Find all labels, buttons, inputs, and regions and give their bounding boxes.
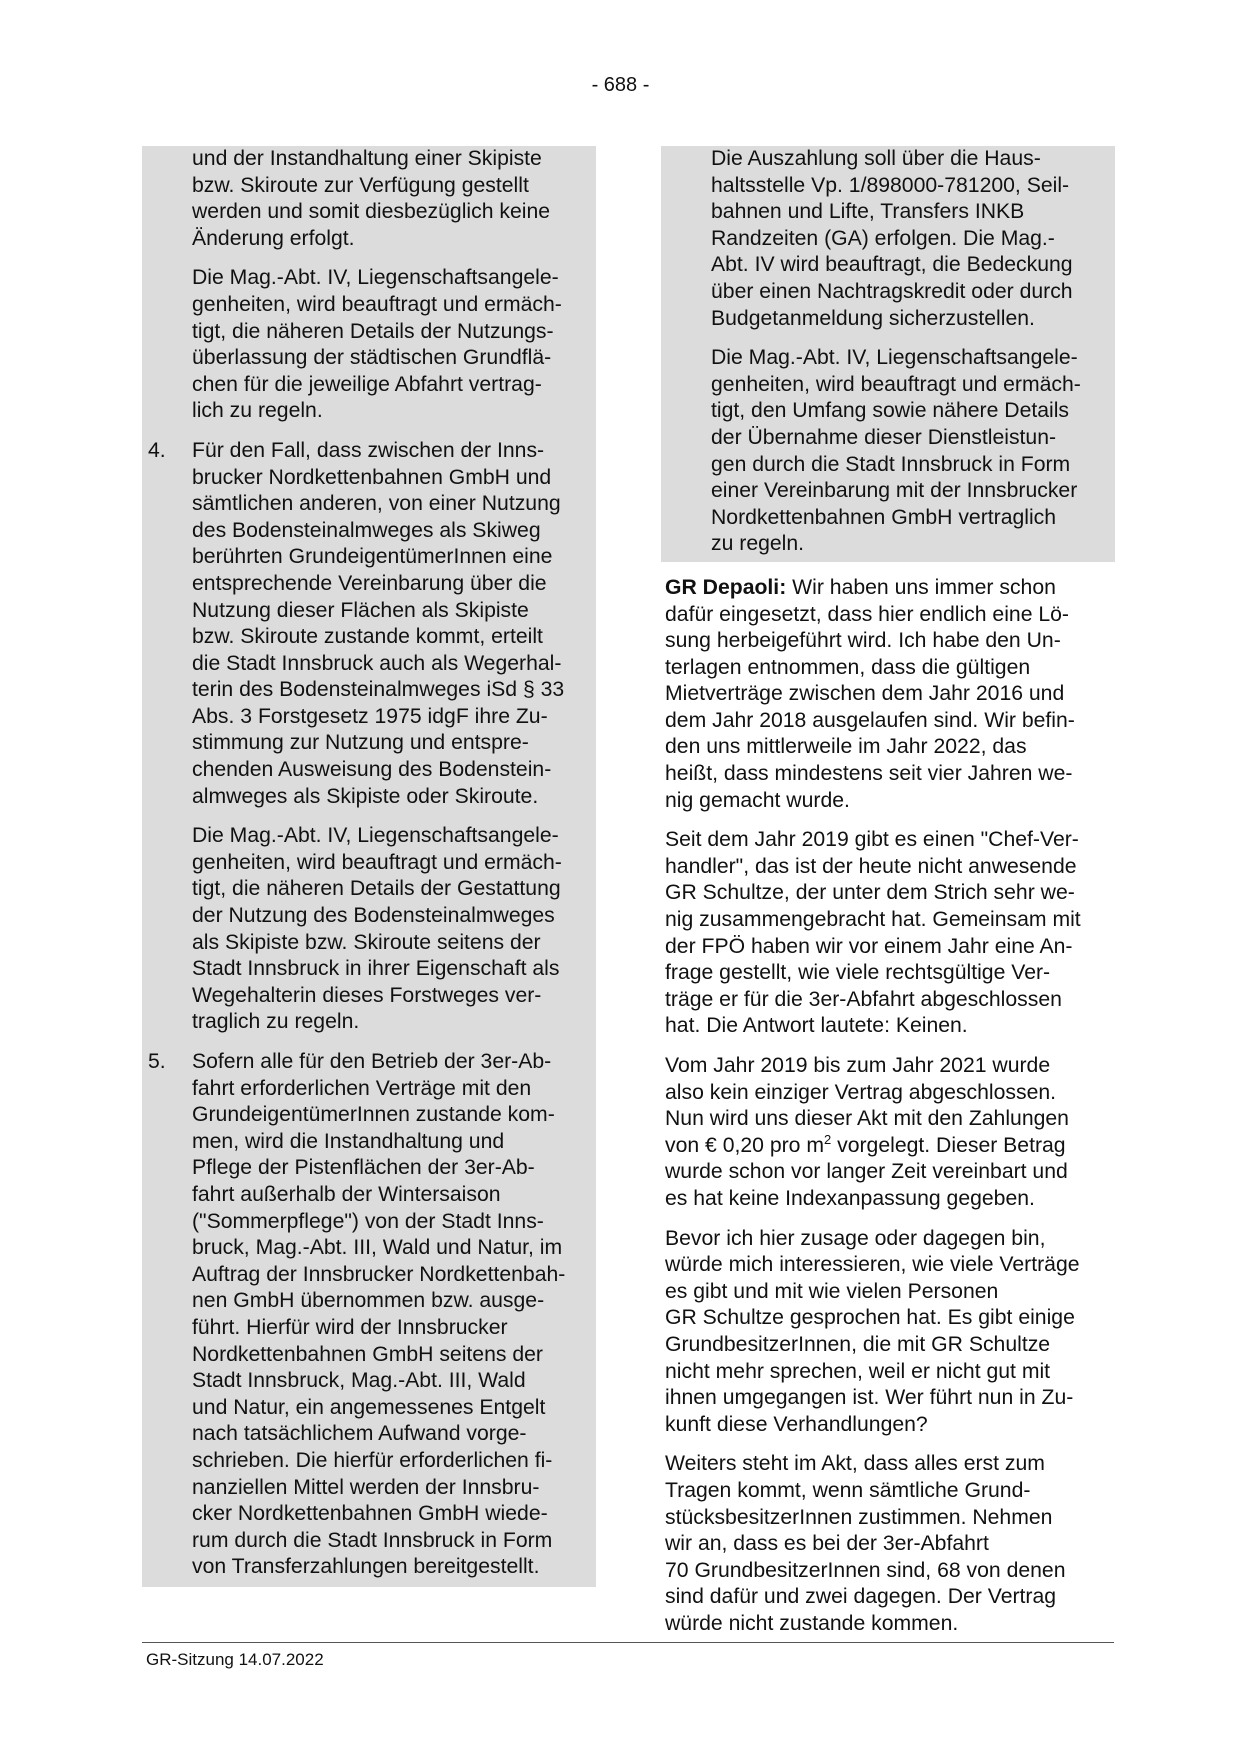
text-line: und Natur, ein angemessenes Entgelt [192,1395,546,1419]
text-line: Stadt Innsbruck, Mag.-Abt. III, Wald [192,1369,526,1393]
text-line: wir an, dass es bei der 3er-Abfahrt [665,1532,989,1556]
text-line: sind dafür und zwei dagegen. Der Vertrag [665,1585,1057,1609]
text-line: genheiten, wird beauftragt und ermäch- [192,292,562,316]
speech-gr-depaoli [661,575,1115,1638]
text-line: entsprechende Vereinbarung über die [192,571,547,595]
left-column [142,146,596,1587]
item-number: 4. [148,438,166,462]
right-column [661,146,1115,1637]
text-line: Die Mag.-Abt. IV, Liegenschaftsangele- [192,824,559,848]
text-line: Abt. IV wird beauftragt, die Bedeckung [711,253,1073,277]
text-line: über einen Nachtragskredit oder durch [711,279,1073,303]
text-line: würde nicht zustande kommen. [665,1611,959,1635]
text-line: Änderung erfolgt. [192,226,355,250]
text-line: Nordkettenbahnen GmbH vertraglich [711,505,1057,529]
text-line: almweges als Skipiste oder Skiroute. [192,784,539,808]
text-line: tigt, den Umfang sowie nähere Details [711,399,1070,423]
text-line: GR Schultze, der unter dem Strich sehr we- [665,881,1075,905]
text-line: bruck, Mag.-Abt. III, Wald und Natur, im [192,1236,563,1260]
text-line: Sofern alle für den Betrieb der 3er-Ab- [192,1050,552,1073]
text-line: wurde schon vor langer Zeit vereinbart und [665,1160,1068,1184]
text-line: Nutzung dieser Flächen als Skipiste [192,598,529,622]
text-line: einer Vereinbarung mit der Innsbrucker [711,479,1078,503]
text-line: nicht mehr sprechen, weil er nicht gut mit [665,1359,1051,1383]
motion-continuation [661,146,1115,332]
text-line: haltsstelle Vp. 1/898000-781200, Seil- [711,173,1070,197]
text-line: bzw. Skiroute zustande kommt, erteilt [192,625,543,649]
text-line: gen durch die Stadt Innsbruck in Form [711,452,1071,476]
text-line: Randzeiten (GA) erfolgen. Die Mag.- [711,226,1055,250]
text-line: Die Mag.-Abt. IV, Liegenschaftsangele- [192,266,559,290]
text-line: lich zu regeln. [192,399,323,423]
text-line: handler", das ist der heute nicht anwesende [665,854,1077,878]
motion-paragraph [142,265,596,425]
text-line: von Transferzahlungen bereitgestellt. [192,1555,540,1579]
text-line: GR Depaoli: Wir haben uns immer schon [665,575,1056,599]
motion-paragraph [661,345,1115,562]
text-line: Nordkettenbahnen GmbH seitens der [192,1342,543,1366]
text-line: nig zusammengebracht hat. Gemeinsam mit [665,908,1081,932]
text-line: die Stadt Innsbruck auch als Wegerhal- [192,651,562,675]
text-line: terin des Bodensteinalmweges iSd § 33 [192,678,565,702]
text-line: GrundbesitzerInnen, die mit GR Schultze [665,1332,1051,1356]
text-line: sung herbeigeführt wird. Ich habe den Un- [665,629,1061,653]
text-line: also kein einziger Vertrag abgeschlossen. [665,1080,1057,1104]
text-line: kunft diese Verhandlungen? [665,1412,928,1436]
text-line: tigt, die näheren Details der Gestattung [192,877,561,901]
text-line: fahrt außerhalb der Wintersaison [192,1182,501,1206]
text-line: men, wird die Instandhaltung und [192,1129,505,1153]
text-line: rum durch die Stadt Innsbruck in Form [192,1528,553,1552]
text-line: GrundeigentümerInnen zustande kom- [192,1103,555,1127]
text-line: Vom Jahr 2019 bis zum Jahr 2021 wurde [665,1054,1051,1077]
text-line: überlassung der städtischen Grundflä- [192,346,552,370]
text-line: des Bodensteinalmweges als Skiweg [192,518,541,542]
text-line: den uns mittlerweile im Jahr 2022, das [665,735,1027,759]
text-line: Die Mag.-Abt. IV, Liegenschaftsangele- [711,346,1078,370]
text-line: chenden Ausweisung des Bodenstein- [192,758,552,782]
text-line: Auftrag der Innsbrucker Nordkettenbah- [192,1262,566,1286]
text-line: Die Auszahlung soll über die Haus- [711,147,1041,170]
text-line: bzw. Skiroute zur Verfügung gestellt [192,173,529,197]
text-line: Stadt Innsbruck in ihrer Eigenschaft als [192,957,560,981]
text-line: sämtlichen anderen, von einer Nutzung [192,492,561,516]
motion-item-4 [142,438,596,810]
text-line: würde mich interessieren, wie viele Verträge [665,1253,1080,1277]
text-line: stimmung zur Nutzung und entspre- [192,731,529,755]
text-line: frage gestellt, wie viele rechtsgültige Ver- [665,961,1051,985]
motion-continuation [142,146,596,252]
text-line: Mietverträge zwischen dem Jahr 2016 und [665,682,1065,706]
text-line: Wegehalterin dieses Forstweges ver- [192,983,542,1007]
item-number: 5. [148,1050,166,1073]
text-line: schrieben. Die hierfür erforderlichen fi- [192,1448,553,1472]
text-line: und der Instandhaltung einer Skipiste [192,147,542,170]
text-line: stücksbesitzerInnen zustimmen. Nehmen [665,1505,1053,1529]
text-line: Budgetanmeldung sicherzustellen. [711,306,1035,330]
text-line: träge er für die 3er-Abfahrt abgeschlossen [665,987,1062,1011]
text-line: cker Nordkettenbahnen GmbH wiede- [192,1502,548,1526]
text-line: der Nutzung des Bodensteinalmweges [192,904,555,928]
text-line: Bevor ich hier zusage oder dagegen bin, [665,1226,1046,1250]
text-line: terlagen entnommen, dass die gültigen [665,655,1031,679]
motion-paragraph [142,823,596,1036]
text-line: werden und somit diesbezüglich keine [192,200,551,224]
text-line: Nun wird uns dieser Akt mit den Zahlungen [665,1107,1069,1131]
text-line: genheiten, wird beauftragt und ermäch- [711,372,1081,396]
text-line: GR Schultze gesprochen hat. Es gibt einige [665,1306,1075,1330]
motion-item-5 [142,1049,596,1587]
text-line: Abs. 3 Forstgesetz 1975 idgF ihre Zu- [192,704,548,728]
text-line: zu regeln. [711,532,805,556]
text-line: nig gemacht wurde. [665,788,850,812]
text-line: Seit dem Jahr 2019 gibt es einen "Chef-Ver- [665,828,1079,852]
text-line: 70 GrundbesitzerInnen sind, 68 von denen [665,1558,1066,1582]
text-line: bahnen und Lifte, Transfers INKB [711,200,1025,224]
text-line: führt. Hierfür wird der Innsbrucker [192,1315,508,1339]
text-line: es hat keine Indexanpassung gegeben. [665,1186,1035,1210]
text-line: tigt, die näheren Details der Nutzungs- [192,319,554,343]
text-line: traglich zu regeln. [192,1010,360,1034]
footer-divider [142,1642,1114,1643]
text-line: genheiten, wird beauftragt und ermäch- [192,850,562,874]
text-line: fahrt erforderlichen Verträge mit den [192,1076,532,1100]
text-line: Tragen kommt, wenn sämtliche Grund- [665,1478,1031,1502]
text-line: dafür eingesetzt, dass hier endlich eine Lö- [665,602,1069,626]
text-line: von € 0,20 pro $m^2$ vorgelegt. Dieser Betrag [665,1131,1066,1157]
text-line: Pflege der Pistenflächen der 3er-Ab- [192,1156,535,1180]
text-line: heißt, dass mindestens seit vier Jahren we- [665,762,1073,786]
footer-session-date: GR-Sitzung 14.07.2022 [146,1650,324,1669]
speaker-name: GR Depaoli: [665,575,787,599]
text-line: hat. Die Antwort lautete: Keinen. [665,1014,968,1038]
text-line: es gibt und mit wie vielen Personen [665,1279,999,1303]
text-line: nanziellen Mittel werden der Innsbru- [192,1475,540,1499]
text-line: dem Jahr 2018 ausgelaufen sind. Wir befin- [665,708,1075,732]
text-line: der Übernahme dieser Dienstleistun- [711,425,1057,449]
text-line: berührten GrundeigentümerInnen eine [192,545,553,569]
text-line: nach tatsächlichem Aufwand vorge- [192,1422,527,1446]
text-line: als Skipiste bzw. Skiroute seitens der [192,930,541,954]
page-number: - 688 - [591,74,650,96]
text-line: der FPÖ haben wir vor einem Jahr eine An- [665,934,1073,958]
text-line: ("Sommerpflege") von der Stadt Inns- [192,1209,544,1233]
text-line: brucker Nordkettenbahnen GmbH und [192,465,552,489]
text-line: Für den Fall, dass zwischen der Inns- [192,438,545,462]
text-line: Weiters steht im Akt, dass alles erst zum [665,1452,1045,1476]
text-line: ihnen umgegangen ist. Wer führt nun in Zu- [665,1386,1074,1410]
text-line: nen GmbH übernommen bzw. ausge- [192,1289,545,1313]
text-line: chen für die jeweilige Abfahrt vertrag- [192,372,542,396]
